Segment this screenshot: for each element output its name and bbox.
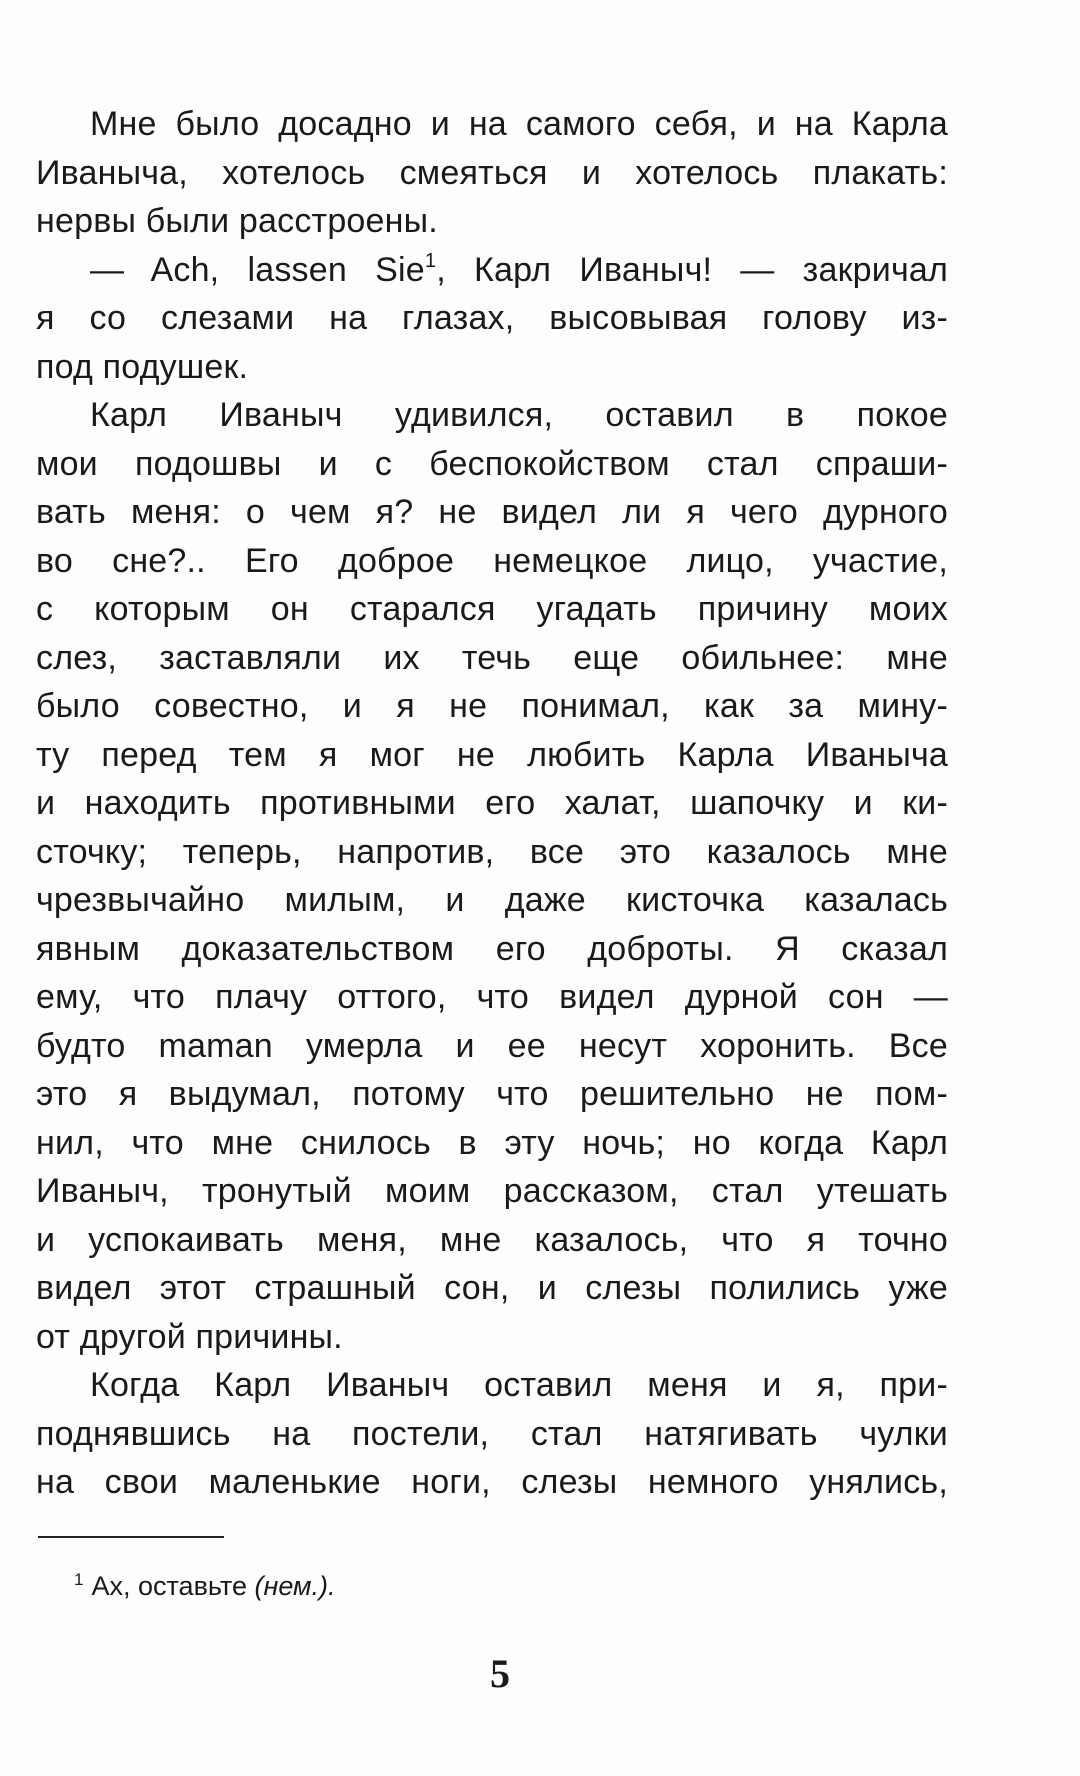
body-text [36, 100, 948, 1507]
footnote-language-note: (нем.). [254, 1571, 336, 1601]
text-line [36, 246, 948, 295]
text-line: чрезвычайно милым, и даже кисточка казалась [36, 881, 948, 919]
text-line: слез, заставляли их течь еще обильнее: мне [36, 638, 948, 677]
text-line: Иваныч, тронутый моим рассказом, стал утешать [36, 1172, 948, 1210]
text-line: с которым он старался угадать причину моих [36, 590, 948, 628]
text-line: и находить противными его халат, шапочку и ки- [36, 784, 948, 822]
page-number: 5 [490, 1651, 510, 1696]
line-text-before-footnote: — Ach, lassen Sie [90, 250, 425, 289]
text-line: было совестно, и я не понимал, как за мину- [36, 687, 948, 725]
text-line: нил, что мне снилось в эту ночь; но когда Карл [36, 1123, 948, 1162]
text-line: мои подошвы и с беспокойством стал спраши- [36, 444, 948, 483]
footnote-divider [38, 1536, 224, 1538]
text-line: нервы были расстроены. [36, 202, 438, 240]
text-line: будто maman умерла и ее несут хоронить. Все [36, 1026, 948, 1065]
text-line: Иваныча, хотелось смеяться и хотелось плакать: [36, 153, 948, 192]
footnote [74, 1562, 336, 1604]
text-line: от другой причины. [36, 1317, 343, 1356]
text-line: ту перед тем я мог не любить Карла Иваныча [36, 735, 948, 774]
text-line: на свои маленькие ноги, слезы немного унялись, [36, 1463, 948, 1501]
text-line: Карл Иваныч удивился, оставил в покое [90, 396, 948, 434]
footnote-text: Ах, оставьте [91, 1571, 255, 1601]
text-line: это я выдумал, потому что решительно не пом- [36, 1075, 948, 1113]
text-line: во сне?.. Его доброе немецкое лицо, участие, [36, 541, 948, 580]
line-text-after-footnote: , Карл Иваныч! — закричал [436, 250, 949, 289]
text-line: и успокаивать меня, мне казалось, что я точно [36, 1220, 948, 1259]
footnote-reference: 1 [424, 249, 437, 272]
text-line: я со слезами на глазах, высовывая голову из- [36, 299, 948, 337]
text-line: Мне было досадно и на самого себя, и на Карла [90, 105, 948, 143]
text-line: вать меня: о чем я? не видел ли я чего дурного [36, 493, 948, 531]
text-line: поднявшись на постели, стал натягивать чулки [36, 1414, 948, 1453]
text-line: сточку; теперь, напротив, все это казалось мне [36, 832, 948, 871]
text-line: под подушек. [36, 347, 249, 386]
text-line: Когда Карл Иваныч оставил меня и я, при- [90, 1366, 948, 1404]
text-line: явным доказательством его доброты. Я сказал [36, 929, 948, 968]
footnote-marker: 1 [74, 1570, 84, 1589]
text-line: ему, что плачу оттого, что видел дурной сон — [36, 978, 948, 1016]
text-line: видел этот страшный сон, и слезы полились уже [36, 1269, 948, 1307]
